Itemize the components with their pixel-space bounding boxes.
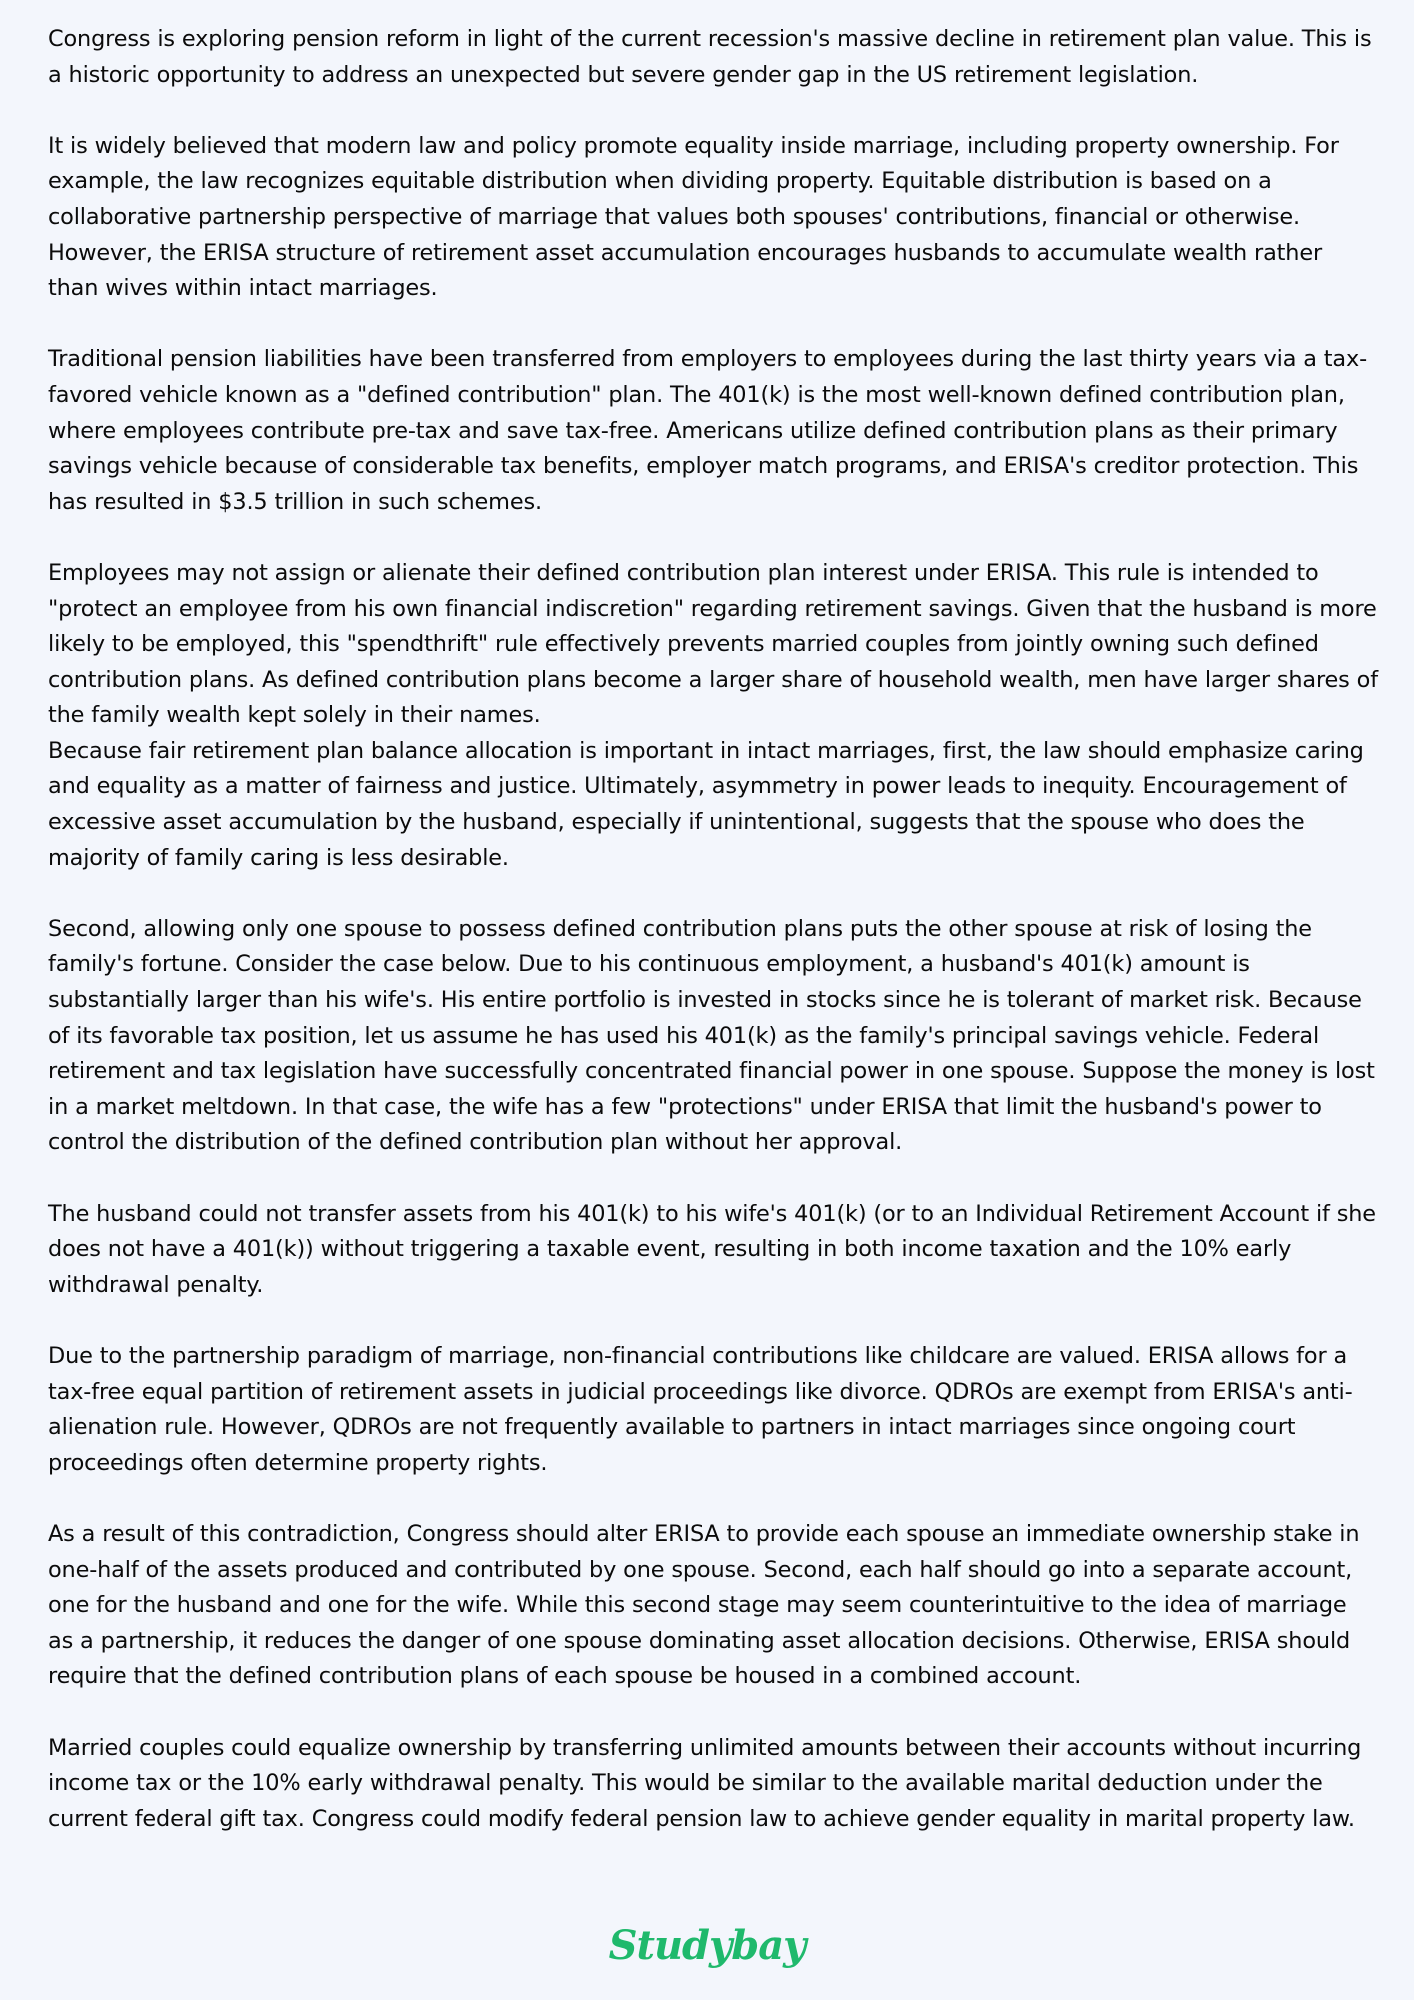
paragraph-2: It is widely believed that modern law and policy promote equality inside marriage, including property ownership. For example, the law recognizes equitable distribution when dividing property. Equitable distribution is based on a collaborative partnership perspective of marriage that values both spouses' contributions, financial or otherwise. However, the ERISA structure of retirement asset accumulation encourages husbands to accumulate wealth rather than wives within intact marriages. xyxy=(48,132,1339,302)
paragraph-6: Second, allowing only one spouse to possess defined contribution plans puts the other spouse at risk of losing the family's fortune. Consider the case below. Due to his continuous employment, a husband's 401(k) amount is substantially larger than his wife's. His entire portfolio is invested in stocks since he is tolerant of market risk. Because of its favorable tax position, let us assume he has used his 401(k) as the family's principal savings vehicle. Federal retirement and tax legislation have successfully concentrated financial power in one spouse. Suppose the money is lost in a market meltdown. In that case, the wife has a few "protections" under ERISA that limit the husband's power to control the distribution of the defined contribution plan without her approval. xyxy=(48,915,1375,1156)
studybay-logo: Studybay xyxy=(608,1922,806,1969)
paragraph-5: Because fair retirement plan balance allocation is important in intact marriages, first, the law should emphasize caring and equality as a matter of fairness and justice. Ultimately, asymmetry in power leads to inequity. Encouragement of excessive asset accumulation by the husband, especially if unintentional, suggests that the spouse who does the majority of family caring is less desirable. xyxy=(48,737,1364,871)
document-body xyxy=(48,22,1378,1873)
paragraph-9: As a result of this contradiction, Congress should alter ERISA to provide each spouse an immediate ownership stake in one-half of the assets produced and contributed by one spouse. Second, each half should go into a separate account, one for the husband and one for the wife. While this second stage may seem counterintuitive to the idea of marriage as a partnership, it reduces the danger of one spouse dominating asset allocation decisions. Otherwise, ERISA should require that the defined contribution plans of each spouse be housed in a combined account. xyxy=(48,1520,1360,1690)
paragraph-3: Traditional pension liabilities have been transferred from employers to employees during the last thirty years via a tax-favored vehicle known as a "defined contribution" plan. The 401(k) is the most well-known defined contribution plan, where employees contribute pre-tax and save tax-free. Americans utilize defined contribution plans as their primary savings vehicle because of considerable tax benefits, employer match programs, and ERISA's creditor protection. This has resulted in $3.5 trillion in such schemes. xyxy=(48,346,1368,515)
paragraph-10: Married couples could equalize ownership by transferring unlimited amounts between their accounts without incurring income tax or the 10% early withdrawal penalty. This would be similar to the available marital deduction under the current federal gift tax. Congress could modify federal pension law to achieve gender equality in marital property law. xyxy=(48,1734,1362,1832)
paragraph-4: Employees may not assign or alienate their defined contribution plan interest under ERISA. This rule is intended to "protect an employee from his own financial indiscretion" regarding retirement savings. Given that the husband is more likely to be employed, this "spendthrift" rule effectively prevents married couples from jointly owning such defined contribution plans. As defined contribution plans become a larger share of household wealth, men have larger shares of the family wealth kept solely in their names. xyxy=(48,559,1378,729)
paragraph-1: Congress is exploring pension reform in light of the current recession's massive decline in retirement plan value. This is a historic opportunity to address an unexpected but severe gender gap in the US retirement legislation. xyxy=(48,26,1372,88)
paragraph-8: Due to the partnership paradigm of marriage, non-financial contributions like childcare are valued. ERISA allows for a tax-free equal partition of retirement assets in judicial proceedings like divorce. QDROs are exempt from ERISA's anti-alienation rule. However, QDROs are not frequently available to partners in intact marriages since ongoing court proceedings often determine property rights. xyxy=(48,1342,1353,1476)
paragraph-7: The husband could not transfer assets from his 401(k) to his wife's 401(k) (or to an Individual Retirement Account if she does not have a 401(k)) without triggering a taxable event, resulting in both income taxation and the 10% early withdrawal penalty. xyxy=(48,1200,1376,1298)
